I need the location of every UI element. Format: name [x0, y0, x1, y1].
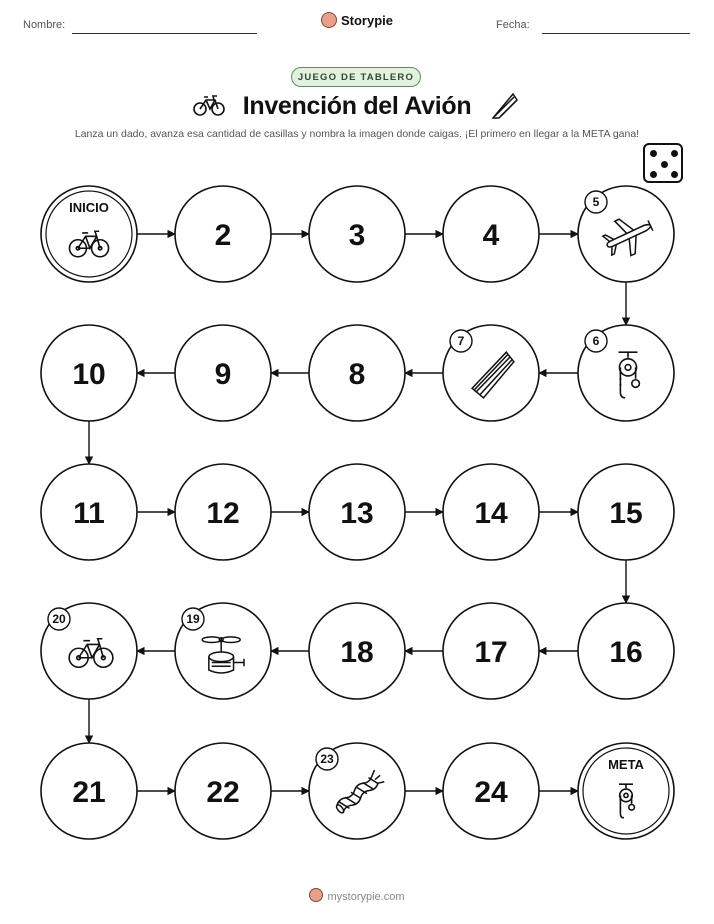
start-space: [41, 186, 137, 282]
finish-space: [578, 743, 674, 839]
board-space-18: [309, 603, 405, 699]
space-number: 10: [72, 358, 106, 391]
board-space-14: [443, 464, 539, 560]
space-number: 23: [320, 752, 334, 766]
board-space-16: [578, 603, 674, 699]
board-space-15: [578, 464, 674, 560]
space-number: 4: [482, 219, 500, 252]
board-space-6: [578, 325, 674, 421]
space-number: 21: [72, 776, 106, 809]
board-space-7: [443, 325, 539, 421]
start-label: INICIO: [69, 200, 109, 215]
space-number: 19: [186, 612, 200, 626]
board-space-22: [175, 743, 271, 839]
board-space-5: [578, 186, 674, 282]
board-space-10: [41, 325, 137, 421]
space-number: 8: [348, 358, 366, 391]
space-number: 24: [474, 776, 508, 809]
space-number: 17: [474, 636, 508, 669]
space-number: 20: [52, 612, 66, 626]
board-space-9: [175, 325, 271, 421]
board-space-13: [309, 464, 405, 560]
board-space-24: [443, 743, 539, 839]
bear-logo-icon: [309, 888, 323, 902]
brand-name: Storypie: [340, 13, 393, 28]
space-number: 14: [474, 497, 508, 530]
board-space-4: [443, 186, 539, 282]
board-space-19: [175, 603, 271, 699]
board-space-17: [443, 603, 539, 699]
space-number: 16: [609, 636, 643, 669]
board-space-12: [175, 464, 271, 560]
space-number: 3: [348, 219, 366, 252]
board-space-2: [175, 186, 271, 282]
board-space-21: [41, 743, 137, 839]
board-space-23: [309, 743, 405, 839]
footer-url: mystorypie.com: [327, 891, 405, 903]
board-space-3: [309, 186, 405, 282]
board-space-20: [41, 603, 137, 699]
board-space-11: [41, 464, 137, 560]
space-number: 6: [592, 334, 600, 348]
space-number: 13: [340, 497, 374, 530]
page-title: Invención del Avión: [242, 92, 472, 120]
finish-label: META: [608, 757, 644, 772]
date-label: Fecha:: [496, 19, 530, 31]
instructions: Lanza un dado, avanza esa cantidad de casillas y nombra la imagen donde caigas. ¡El primero en llegar a la META gana!: [74, 128, 640, 140]
game-type-badge: JUEGO DE TABLERO: [291, 67, 421, 87]
space-number: 15: [609, 497, 643, 530]
space-number: 18: [340, 636, 374, 669]
board-space-8: [309, 325, 405, 421]
name-label: Nombre:: [23, 19, 66, 31]
space-number: 22: [206, 776, 240, 809]
space-number: 7: [457, 334, 465, 348]
space-number: 12: [206, 497, 240, 530]
space-number: 5: [592, 195, 600, 209]
space-number: 2: [214, 219, 232, 252]
space-number: 11: [73, 497, 105, 530]
space-number: 9: [214, 358, 232, 391]
footer: [0, 888, 714, 903]
